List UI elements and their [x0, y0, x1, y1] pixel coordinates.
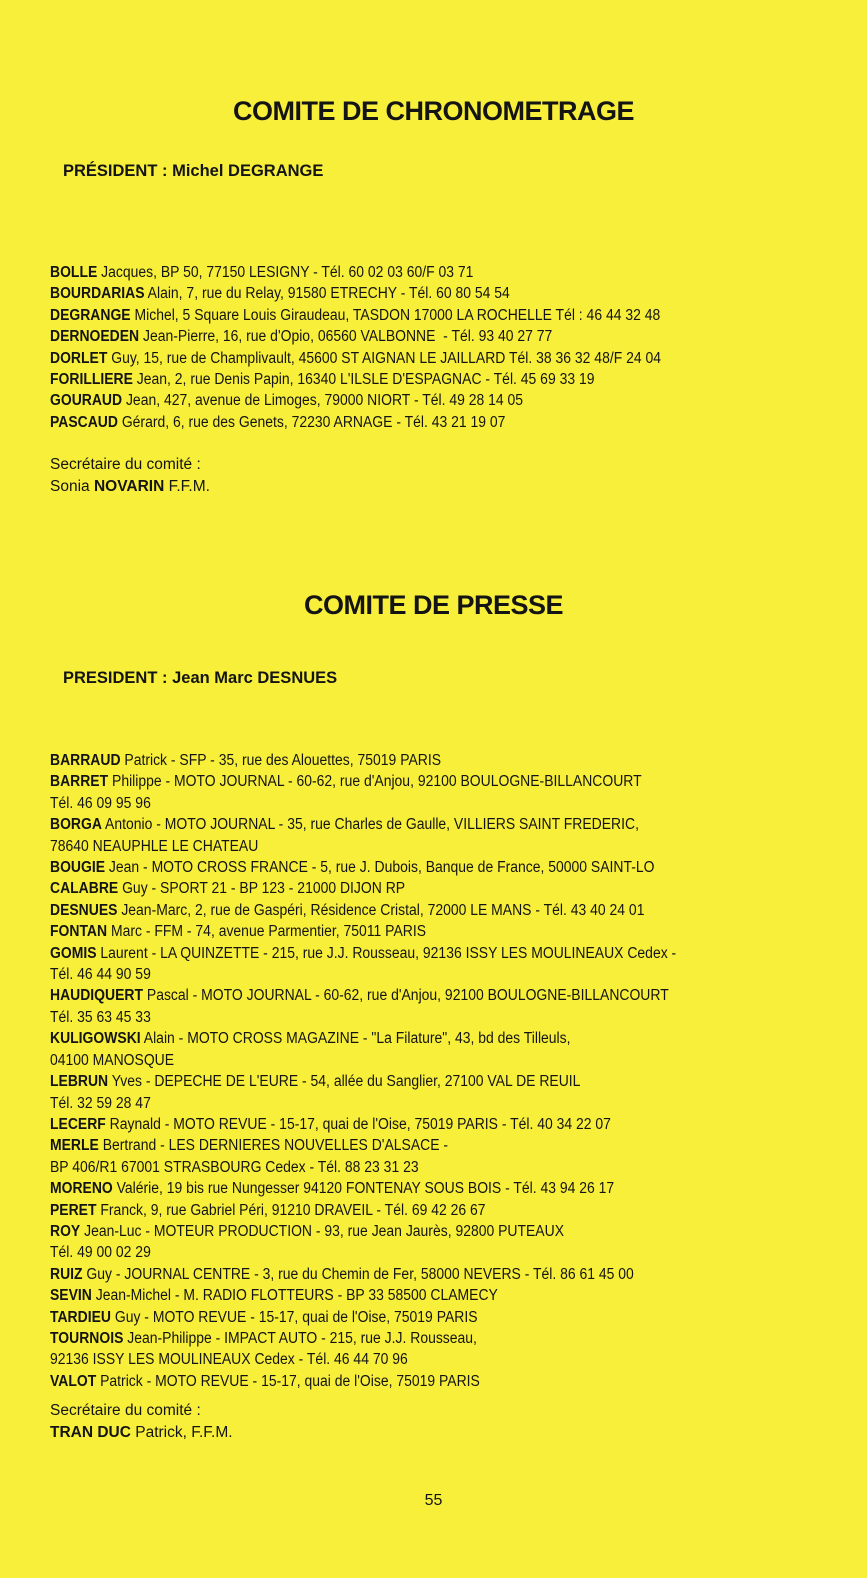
member-surname: LEBRUN: [50, 1073, 109, 1091]
list-item-text: [50, 1307, 478, 1328]
member-details: Jean-Marc, 2, rue de Gaspéri, Résidence Cristal, 72000 LE MANS - Tél. 43 40 24 01: [117, 901, 645, 919]
chrono-secretary-rest: F.F.M.: [164, 478, 210, 495]
list-item-text: [50, 771, 642, 792]
chrono-title: COMITE DE CHRONOMETRAGE: [232, 96, 634, 126]
member-surname: BOUGIE: [50, 859, 106, 877]
chrono-secretary-label: Secrétaire du comité :: [50, 456, 201, 473]
list-item: [50, 1221, 840, 1242]
list-item-text: [50, 1114, 611, 1135]
list-item: [50, 836, 840, 857]
list-item-text: [50, 1071, 580, 1092]
member-details: Tél. 46 09 95 96: [50, 794, 151, 812]
list-item-text: [50, 1178, 614, 1199]
member-details: Michel, 5 Square Louis Giraudeau, TASDON 17000 LA ROCHELLE Tél : 46 44 32 48: [130, 306, 661, 324]
list-item-text: [50, 283, 510, 304]
list-item: [50, 1135, 840, 1156]
list-item-text: [50, 900, 644, 921]
list-item: [50, 1242, 840, 1263]
list-item: [50, 943, 840, 964]
page-number: 55: [424, 1492, 443, 1509]
list-item: [50, 878, 840, 899]
list-item-text: [50, 390, 523, 411]
list-item: [50, 814, 840, 835]
list-item-text: [50, 750, 441, 771]
member-surname: BARRET: [50, 773, 109, 791]
member-details: Tél. 49 00 02 29: [50, 1244, 151, 1262]
member-details: Philippe - MOTO JOURNAL - 60-62, rue d'Anjou, 92100 BOULOGNE-BILLANCOURT: [108, 773, 642, 791]
member-surname: FORILLIERE: [50, 371, 133, 389]
member-details: 92136 ISSY LES MOULINEAUX Cedex - Tél. 46 44 70 96: [50, 1351, 408, 1369]
member-details: Alain, 7, rue du Relay, 91580 ETRECHY - Tél. 60 80 54 54: [144, 285, 510, 303]
list-item-text: [50, 1093, 151, 1114]
list-item-text: [50, 326, 552, 347]
member-details: Jean - MOTO CROSS FRANCE - 5, rue J. Dubois, Banque de France, 50000 SAINT-LO: [105, 859, 655, 877]
list-item: [50, 348, 840, 369]
member-surname: RUIZ: [50, 1265, 83, 1283]
member-surname: DESNUES: [50, 901, 118, 919]
member-surname: DORLET: [50, 349, 108, 367]
list-item-text: [50, 878, 405, 899]
list-item: [50, 1200, 840, 1221]
member-surname: DERNOEDEN: [50, 328, 140, 346]
chrono-member-list: [50, 262, 840, 433]
member-surname: TARDIEU: [50, 1308, 111, 1326]
list-item-text: [50, 348, 661, 369]
list-item-text: [50, 857, 654, 878]
member-surname: LECERF: [50, 1115, 106, 1133]
member-details: 04100 MANOSQUE: [50, 1051, 175, 1069]
member-details: 78640 NEAUPHLE LE CHATEAU: [50, 837, 259, 855]
member-details: Yves - DEPECHE DE L'EURE - 54, allée du Sanglier, 27100 VAL DE REUIL: [108, 1073, 581, 1091]
member-surname: BARRAUD: [50, 752, 121, 769]
member-details: Guy - SPORT 21 - BP 123 - 21000 DIJON RP: [118, 880, 406, 898]
list-item-text: [50, 1264, 634, 1285]
member-details: Alain - MOTO CROSS MAGAZINE - "La Filature", 43, bd des Tilleuls,: [140, 1030, 571, 1048]
list-item: [50, 1114, 840, 1135]
presse-member-list: [50, 750, 840, 1392]
member-details: Laurent - LA QUINZETTE - 215, rue J.J. Rousseau, 92136 ISSY LES MOULINEAUX Cedex -: [96, 944, 677, 962]
member-details: Marc - FFM - 74, avenue Parmentier, 75011 PARIS: [107, 923, 427, 941]
list-item-text: [50, 412, 505, 433]
list-item: [50, 326, 840, 347]
list-item-text: [50, 1221, 564, 1242]
member-details: Raynald - MOTO REVUE - 15-17, quai de l'Oise, 75019 PARIS - Tél. 40 34 22 07: [105, 1115, 611, 1133]
member-details: Pascal - MOTO JOURNAL - 60-62, rue d'Anjou, 92100 BOULOGNE-BILLANCOURT: [143, 987, 669, 1005]
member-details: Franck, 9, rue Gabriel Péri, 91210 DRAVEIL - Tél. 69 42 26 67: [96, 1201, 486, 1219]
member-surname: PASCAUD: [50, 413, 118, 431]
member-details: Jean-Philippe - IMPACT AUTO - 215, rue J.J. Rousseau,: [123, 1329, 477, 1347]
member-surname: KULIGOWSKI: [50, 1030, 141, 1048]
list-item-text: [50, 1242, 151, 1263]
list-item: [50, 369, 840, 390]
list-item-text: [50, 964, 151, 985]
list-item-text: [50, 369, 594, 390]
list-item: [50, 750, 840, 771]
list-item: [50, 1371, 840, 1392]
chrono-secretary-line: [50, 476, 210, 498]
list-item-text: [50, 305, 660, 326]
list-item: [50, 964, 840, 985]
list-item: [50, 1349, 840, 1370]
list-item: [50, 1285, 840, 1306]
list-item-text: [50, 1285, 498, 1306]
member-details: Jean, 2, rue Denis Papin, 16340 L'ILSLE D'ESPAGNAC - Tél. 45 69 33 19: [132, 371, 595, 389]
list-item-text: [50, 814, 639, 835]
member-surname: ROY: [50, 1222, 81, 1240]
member-details: Tél. 35 63 45 33: [50, 1008, 151, 1026]
presse-secretary-name: TRAN DUC: [50, 1424, 131, 1441]
list-item: [50, 1157, 840, 1178]
member-details: Antonio - MOTO JOURNAL - 35, rue Charles de Gaulle, VILLIERS SAINT FREDERIC,: [101, 816, 639, 834]
member-details: Jean, 427, avenue de Limoges, 79000 NIORT - Tél. 49 28 14 05: [122, 392, 524, 410]
member-details: BP 406/R1 67001 STRASBOURG Cedex - Tél. 88 23 31 23: [50, 1158, 419, 1176]
list-item: [50, 305, 840, 326]
chrono-president: PRÉSIDENT : Michel DEGRANGE: [63, 162, 324, 180]
list-item-text: [50, 1157, 419, 1178]
member-surname: GOMIS: [50, 944, 97, 962]
member-surname: DEGRANGE: [50, 306, 131, 324]
presse-secretary-line: [50, 1422, 233, 1444]
list-item: [50, 1028, 840, 1049]
list-item: [50, 1007, 840, 1028]
member-surname: TOURNOIS: [50, 1329, 124, 1347]
chrono-secretary-first: Sonia: [50, 478, 94, 495]
member-surname: MERLE: [50, 1137, 99, 1155]
member-surname: FONTAN: [50, 923, 108, 941]
list-item: [50, 857, 840, 878]
member-surname: PERET: [50, 1201, 97, 1219]
member-details: Guy - JOURNAL CENTRE - 3, rue du Chemin de Fer, 58000 NEVERS - Tél. 86 61 45 00: [82, 1265, 634, 1283]
list-item: [50, 283, 840, 304]
list-item: [50, 771, 840, 792]
member-details: Jean-Pierre, 16, rue d'Opio, 06560 VALBONNE - Tél. 93 40 27 77: [139, 328, 553, 346]
member-details: Tél. 46 44 90 59: [50, 966, 151, 984]
list-item: [50, 412, 840, 433]
list-item-text: [50, 921, 426, 942]
list-item-text: [50, 1050, 174, 1071]
presse-title: COMITE DE PRESSE: [303, 590, 564, 620]
member-details: Jacques, BP 50, 77150 LESIGNY - Tél. 60 02 03 60/F 03 71: [97, 264, 474, 281]
member-surname: VALOT: [50, 1372, 97, 1390]
list-item-text: [50, 1328, 477, 1349]
member-details: Guy, 15, rue de Champlivault, 45600 ST AIGNAN LE JAILLARD Tél. 38 36 32 48/F 24 04: [107, 349, 662, 367]
list-item: [50, 985, 840, 1006]
list-item: [50, 262, 840, 283]
presse-secretary: [50, 1400, 233, 1444]
member-surname: BOLLE: [50, 264, 98, 281]
member-details: Tél. 32 59 28 47: [50, 1094, 151, 1112]
member-surname: HAUDIQUERT: [50, 987, 144, 1005]
list-item-text: [50, 1028, 571, 1049]
list-item-text: [50, 1007, 151, 1028]
presse-president: PRESIDENT : Jean Marc DESNUES: [63, 669, 338, 687]
member-surname: BOURDARIAS: [50, 285, 145, 303]
member-details: Valérie, 19 bis rue Nungesser 94120 FONTENAY SOUS BOIS - Tél. 43 94 26 17: [112, 1180, 615, 1198]
list-item-text: [50, 793, 151, 814]
list-item: [50, 1071, 840, 1092]
list-item: [50, 1050, 840, 1071]
member-details: Jean-Michel - M. RADIO FLOTTEURS - BP 33 58500 CLAMECY: [91, 1287, 498, 1305]
chrono-secretary: [50, 454, 210, 498]
list-item-text: [50, 262, 473, 283]
list-item: [50, 900, 840, 921]
presse-secretary-label: Secrétaire du comité :: [50, 1402, 201, 1419]
list-item-text: [50, 1371, 480, 1392]
member-details: Patrick - SFP - 35, rue des Alouettes, 75019 PARIS: [120, 752, 442, 769]
list-item: [50, 1093, 840, 1114]
list-item-text: [50, 1200, 486, 1221]
list-item-text: [50, 836, 258, 857]
list-item: [50, 1178, 840, 1199]
member-surname: SEVIN: [50, 1287, 92, 1305]
member-surname: MORENO: [50, 1180, 113, 1198]
list-item-text: [50, 985, 669, 1006]
list-item: [50, 921, 840, 942]
list-item: [50, 793, 840, 814]
list-item: [50, 1328, 840, 1349]
list-item-text: [50, 1349, 408, 1370]
member-details: Patrick - MOTO REVUE - 15-17, quai de l'Oise, 75019 PARIS: [96, 1372, 480, 1390]
member-details: Gérard, 6, rue des Genets, 72230 ARNAGE - Tél. 43 21 19 07: [117, 413, 506, 431]
chrono-secretary-name: NOVARIN: [93, 478, 165, 495]
list-item-text: [50, 1135, 448, 1156]
member-details: Jean-Luc - MOTEUR PRODUCTION - 93, rue Jean Jaurès, 92800 PUTEAUX: [80, 1222, 564, 1240]
member-surname: CALABRE: [50, 880, 119, 898]
presse-secretary-rest: Patrick, F.F.M.: [130, 1424, 233, 1441]
member-details: Bertrand - LES DERNIERES NOUVELLES D'ALSACE -: [98, 1137, 449, 1155]
member-details: Guy - MOTO REVUE - 15-17, quai de l'Oise, 75019 PARIS: [110, 1308, 478, 1326]
list-item: [50, 1307, 840, 1328]
member-surname: GOURAUD: [50, 392, 123, 410]
member-surname: BORGA: [50, 816, 102, 834]
list-item: [50, 1264, 840, 1285]
list-item: [50, 390, 840, 411]
list-item-text: [50, 943, 676, 964]
